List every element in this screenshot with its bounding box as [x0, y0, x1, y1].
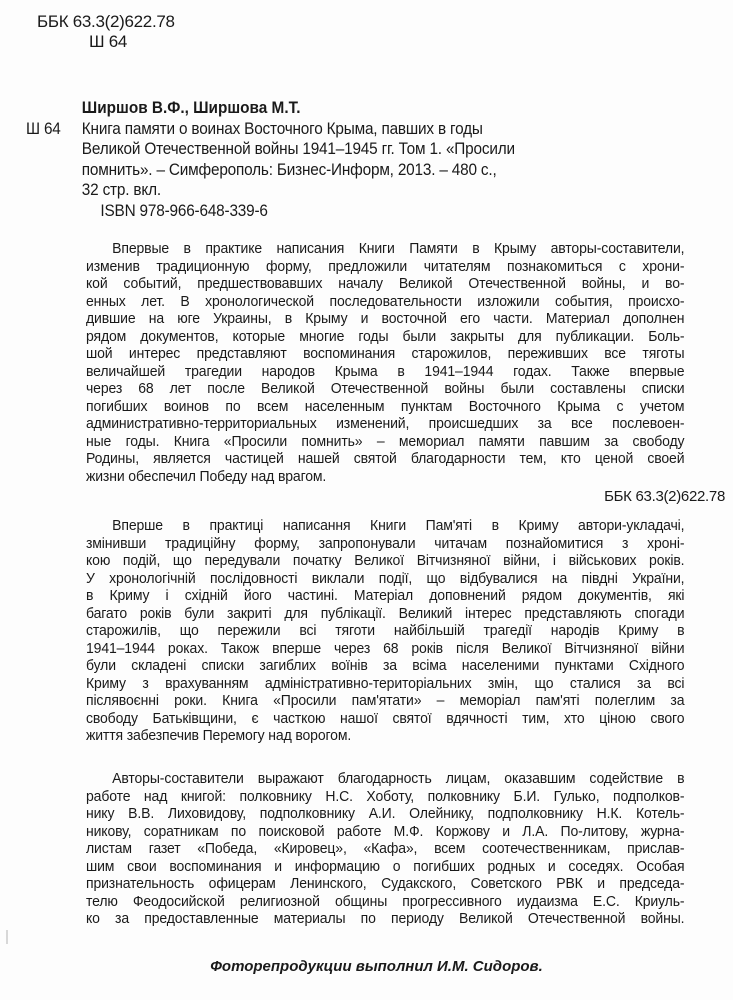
text-line: 1941–1944 роках. Також вперше через 68 років після Великої Вітчизняної війни	[86, 639, 685, 657]
text-line: свободу Батьківщини, є часткою нашої святої вдячності тим, хто ціною свого	[86, 709, 685, 727]
text-line: рядом документов, которые многие годы были закрыты для публикации. Боль-	[86, 327, 685, 345]
isbn: ISBN 978-966-648-339-6	[100, 201, 268, 220]
text-line: Криму з врахуванням адміністративно-територіальних змін, що сталися за всі	[86, 674, 685, 692]
text-line: дившие на юге Украины, в Крыму и восточной его части. Материал дополнен	[86, 310, 685, 327]
text-line: нику В.В. Лиховидову, подполковнику А.И. Олейнику, подполковнику Н.К. Котель-	[86, 805, 685, 822]
text-line: кою подій, що передували початку Великої Вітчизняної війни, і військових років.	[86, 552, 685, 569]
catalog-line: помнить». – Симферополь: Бизнес-Информ, 2013. – 480 с.,	[81, 160, 497, 179]
text-line: в Криму і східній його частині. Матеріал доповнений рядом документів, які	[86, 587, 685, 604]
bbk-code-abstract: ББК 63.3(2)622.78	[604, 488, 725, 505]
text-line: телю Феодосийской религиозной общины прогрессивного иудаизма Е.С. Криуль-	[86, 892, 685, 910]
catalog-line: Книга памяти о воинах Восточного Крыма, павших в годы	[81, 119, 483, 138]
text-line: кой событий, предшествовавших началу Великой Отечественной войны, и во-	[86, 275, 685, 292]
catalog-line: 32 стр. вкл.	[81, 181, 161, 199]
scan-artifact	[6, 930, 8, 944]
text-line: жизни обеспечил Победу над врагом.	[86, 467, 327, 485]
text-line: Впервые в практике написания Книги Памяти в Крыму авторы-составители,	[112, 240, 685, 257]
text-line: були складені списки загиблих воїнів за всіма населеними пунктами Східного	[86, 657, 685, 674]
text-line: післявоєнні роки. Книга «Просили пам'ятати» – меморіал пам'яті полеглим за	[86, 692, 685, 709]
bbk-code: ББК 63.3(2)622.78	[37, 12, 175, 31]
catalog-line: Великой Отечественной войны 1941–1945 гг. Том 1. «Просили	[81, 140, 515, 158]
photo-credit: Фоторепродукции выполнил И.М. Сидоров.	[210, 958, 543, 975]
text-line: змінивши традиційну форму, запропонували читачам познайомитися з хроні-	[86, 534, 685, 552]
text-line: величайшей трагедии народов Крыма в 1941–1944 годах. Также впервые	[86, 362, 685, 380]
text-line: шим свои воспоминания и информацию о погибших родных и соседях. Особая	[86, 857, 685, 875]
text-line: життя забезпечив Перемогу над ворогом.	[86, 727, 352, 744]
text-line: ные годы. Книга «Просили помнить» – мемориал памяти павшим за свободу	[86, 432, 685, 450]
abstract-russian	[86, 240, 684, 485]
catalog-signature: Ш 64	[26, 119, 61, 138]
text-line: никову, соратникам по поисковой работе М.Ф. Коржову и Л.А. По-литову, журна-	[86, 822, 685, 840]
text-line: енных лет. В хронологической последовательности изложили события, происхо-	[86, 292, 685, 310]
text-line: Родины, является частицей нашей святой благодарности тем, кто ценой своей	[86, 450, 685, 467]
text-line: багато років були закриті для публікації. Великий інтерес представляють спогади	[86, 604, 685, 622]
text-line: шой интерес представляют воспоминания старожилов, переживших все тяготы	[86, 345, 685, 362]
text-line: старожилів, що пережили всі тяготи найбільшій трагедії народів Криму в	[86, 622, 685, 639]
abstract-ukrainian	[86, 517, 684, 745]
author-sign: Ш 64	[89, 32, 128, 51]
text-line: через 68 лет после Великой Отечественной войны были составлены списки	[86, 380, 685, 397]
catalog-entry	[26, 98, 677, 221]
acknowledgements	[86, 770, 684, 928]
text-line: листам газет «Победа, «Кировец», «Кафа», всем соотечественникам, прислав-	[86, 840, 685, 857]
text-line: изменив традиционную форму, предложили читателям познакомиться с хрони-	[86, 257, 685, 275]
text-line: признательность офицерам Ленинского, Судакского, Советского РВК и председа-	[86, 875, 685, 892]
text-line: работе над книгой: полковнику Н.С. Хоботу, полковнику Б.И. Гулько, подполков-	[86, 787, 685, 805]
text-line: У хронологічній послідовності виклали події, що відбувалися на півдні України,	[86, 569, 685, 587]
text-line: ко за предоставленные материалы по периоду Великой Отечественной войны.	[86, 910, 685, 927]
bbk-classification-header	[37, 12, 175, 52]
text-line: Авторы-составители выражают благодарность лицам, оказавшим содействие в	[112, 770, 685, 787]
text-line: Вперше в практиці написання Книги Пам'яті в Криму автори-укладачі,	[112, 517, 685, 534]
text-line: погибших воинов по всем населенным пунктам Восточного Крыма с учетом	[86, 397, 685, 415]
authors: Ширшов В.Ф., Ширшова М.Т.	[81, 99, 301, 117]
text-line: административно-территориальных изменений, происшедших за все послевоен-	[86, 415, 685, 432]
